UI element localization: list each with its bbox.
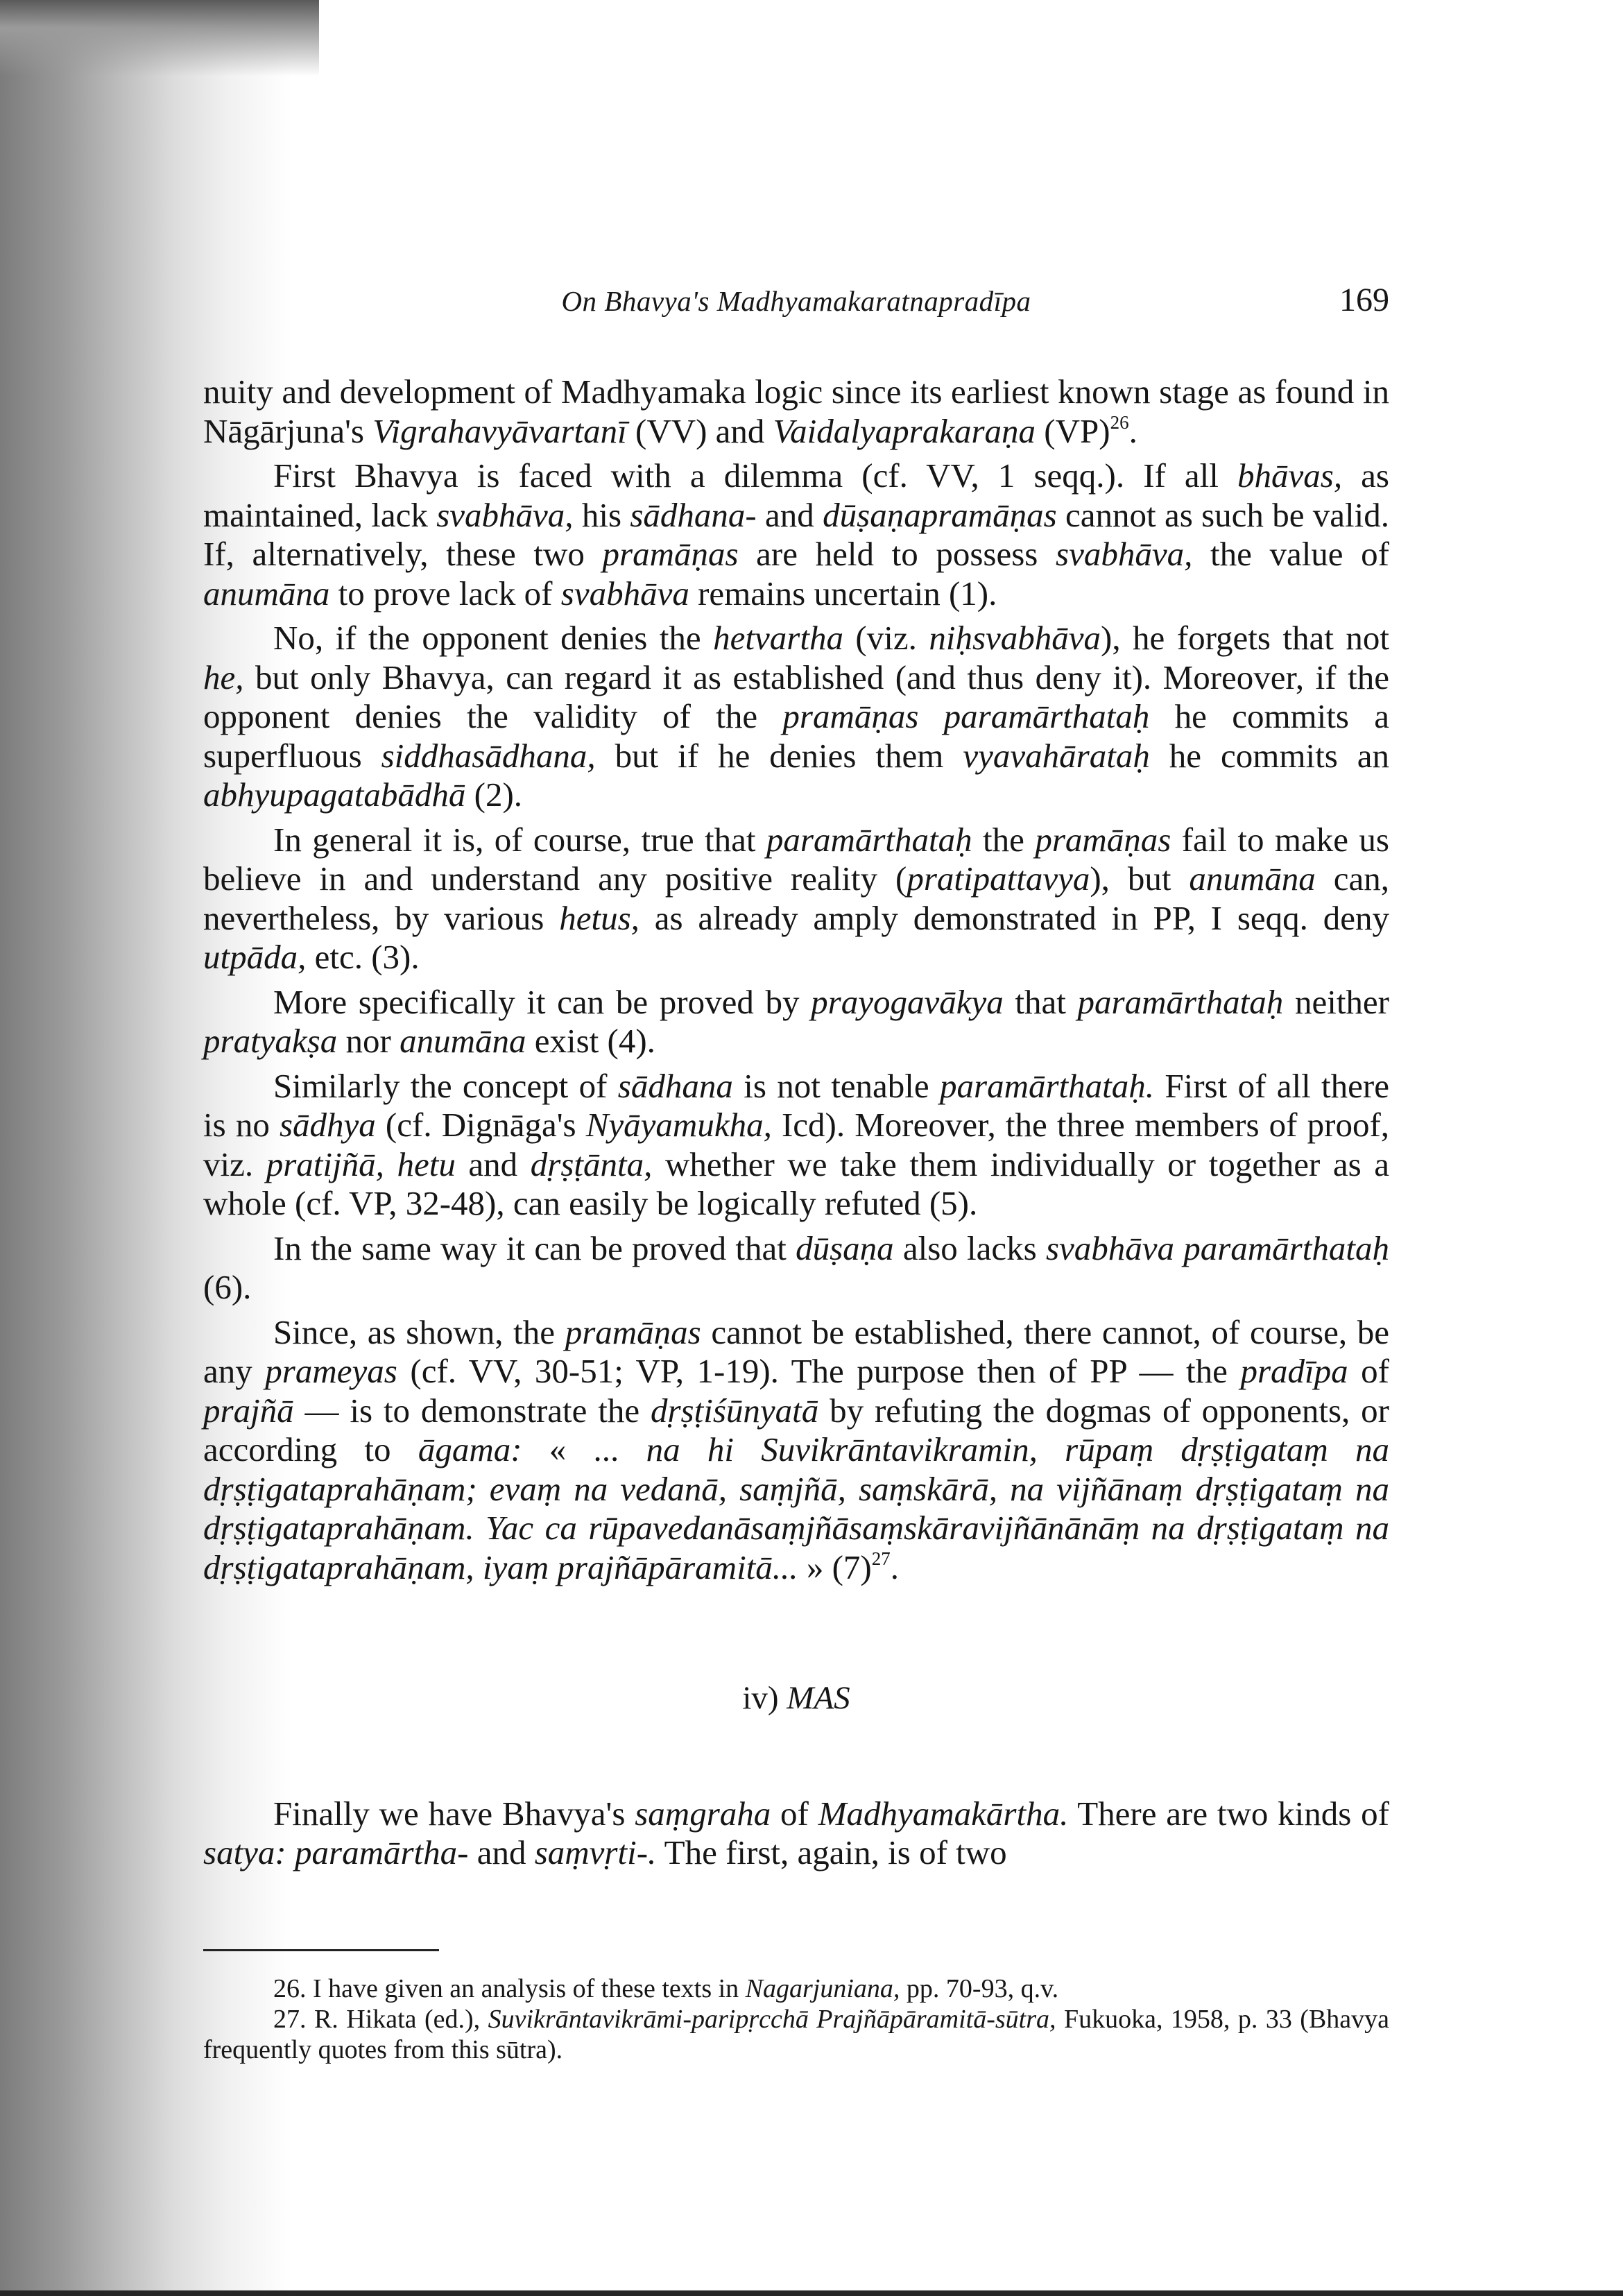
- text-run: (cf. Dignāga's: [375, 1106, 586, 1144]
- text-run: .: [890, 1548, 899, 1586]
- italic-run: dūṣaṇa: [796, 1228, 894, 1267]
- italic-run: Suvikrāntavikrāmi-paripṛcchā Prajñāpāramitā-sūtra,: [488, 2004, 1056, 2034]
- text-run: pp. 70-93, q.v.: [900, 1973, 1059, 2003]
- paragraph-5: [203, 983, 1389, 1061]
- text-run: First of all there is no: [203, 1066, 1389, 1144]
- text-run: as maintained, lack: [203, 456, 1389, 534]
- text-run: neither: [1283, 982, 1389, 1021]
- italic-run: niḥsvabhāva: [929, 619, 1101, 657]
- italic-run: prameyas: [265, 1352, 397, 1390]
- text-run: Icd). Moreover, the three members of proof, viz.: [203, 1106, 1390, 1183]
- text-run: and: [756, 495, 823, 534]
- italic-run: pramāṇas paramārthataḥ: [782, 697, 1150, 735]
- text-run: In the same way it can be proved that: [273, 1228, 796, 1267]
- paragraph-9: [203, 1794, 1389, 1873]
- text-run: of: [1348, 1352, 1389, 1390]
- text-run: Fukuoka, 1958, p. 33 (Bhavya frequently quotes from this sūtra).: [203, 2004, 1390, 2064]
- paragraph-1: [203, 372, 1389, 451]
- paragraph-6: [203, 1067, 1389, 1224]
- italic-run: hetus,: [559, 898, 639, 937]
- italic-run: svabhāva: [560, 574, 689, 612]
- text-run: No, if the opponent denies the: [273, 619, 714, 657]
- italic-run: pratyakṣa: [203, 1022, 338, 1060]
- text-run: he commits an: [1149, 736, 1389, 775]
- text-run: ), he forgets that not: [1101, 619, 1389, 657]
- italic-run: sādhana-: [630, 495, 757, 534]
- italic-run: dṛṣṭiśūnyatā: [650, 1391, 819, 1430]
- text-run: The first, again, is of two: [656, 1833, 1007, 1871]
- italic-run: āgama:: [418, 1430, 522, 1468]
- footnote-ref-26[interactable]: 26: [1110, 411, 1129, 433]
- section-title: MAS: [787, 1680, 850, 1716]
- text-run: — is to demonstrate the: [293, 1391, 651, 1430]
- text-run: (2).: [465, 776, 523, 814]
- text-run: etc. (3).: [306, 938, 420, 976]
- text-run: and: [468, 1833, 535, 1871]
- text-run: but only Bhavya, can regard it as established (and thus deny it). Moreover, if the opponent denies the validity of the: [203, 658, 1389, 735]
- italic-run: anumāna: [203, 574, 330, 612]
- text-run: Since, as shown, the: [273, 1312, 565, 1351]
- italic-run: pradīpa: [1240, 1352, 1348, 1390]
- footnote-divider: [203, 1949, 439, 1951]
- italic-run: pratijñā, hetu: [266, 1145, 456, 1183]
- italic-run: Vaidalyaprakaraṇa: [773, 411, 1036, 450]
- page-number: 169: [1339, 282, 1389, 318]
- text-run: (VV) and: [626, 411, 773, 450]
- text-run: whether we take them individually or together as a whole (cf. VP, 32-48), can easily be logically refuted (5).: [203, 1145, 1390, 1222]
- text-run: (VP): [1036, 411, 1110, 450]
- italic-run: dṛṣṭānta,: [530, 1145, 653, 1183]
- text-run: as already amply demonstrated in PP, I seqq. deny: [639, 898, 1389, 937]
- scan-bottom-edge: [0, 2290, 1623, 2296]
- text-run: Finally we have Bhavya's: [273, 1794, 635, 1833]
- text-run: 26. I have given an analysis of these texts in: [273, 1973, 746, 2003]
- italic-run: svabhāva,: [436, 495, 574, 534]
- text-run: More specifically it can be proved by: [273, 982, 812, 1021]
- text-run: by refuting the dogmas of opponents, or according to: [203, 1391, 1389, 1468]
- text-run: nuity and development of Madhyamaka logic since its earliest known stage as found in Nāgārjuna's: [203, 372, 1389, 450]
- footnote-ref-27[interactable]: 27: [871, 1548, 891, 1569]
- text-run: « ...: [522, 1430, 646, 1468]
- italic-run: satya:: [203, 1833, 286, 1871]
- paragraph-3: [203, 619, 1389, 815]
- italic-run: svabhāva paramārthataḥ: [1045, 1228, 1389, 1267]
- text-run: are held to possess: [738, 535, 1056, 573]
- italic-run: Nagarjuniana,: [745, 1973, 900, 2003]
- italic-run: paramārtha-: [295, 1833, 469, 1871]
- body-text: [203, 372, 1389, 1873]
- text-run: and: [455, 1145, 531, 1183]
- italic-run: abhyupagatabādhā: [203, 776, 466, 814]
- text-run: 27. R. Hikata (ed.),: [273, 2004, 488, 2034]
- italic-run: pramāṇas: [1035, 820, 1171, 859]
- text-run: exist (4).: [526, 1022, 655, 1060]
- section-heading: [203, 1679, 1389, 1718]
- italic-run: prajñā: [203, 1391, 294, 1430]
- italic-run: paramārthataḥ.: [940, 1066, 1155, 1105]
- italic-run: siddhasādhana,: [381, 736, 596, 775]
- text-run: fail to make us believe in and understand any positive reality (: [203, 820, 1389, 898]
- text-run: cannot as such be valid. If, alternatively, these two: [203, 495, 1390, 573]
- italic-run: utpāda,: [203, 938, 307, 976]
- text-run: (cf. VV, 30-51; VP, 1-19). The purpose then of PP — the: [397, 1352, 1241, 1390]
- italic-run: paramārthataḥ: [1077, 982, 1284, 1021]
- italic-run: paramārthataḥ: [766, 820, 972, 859]
- text-run: .: [1128, 411, 1137, 450]
- italic-run: Vigrahavyāvartanī: [372, 411, 627, 450]
- text-run: the: [972, 820, 1036, 859]
- text-run: nor: [337, 1022, 400, 1060]
- scan-corner-shadow: [0, 0, 319, 76]
- text-run: First Bhavya is faced with a dilemma (cf. VV, 1 seqq.). If all: [273, 456, 1237, 495]
- italic-run: pramāṇas: [602, 535, 739, 573]
- text-run: the value of: [1192, 535, 1389, 573]
- text-run: ), but: [1090, 859, 1190, 898]
- italic-run: sādhya: [279, 1106, 376, 1144]
- italic-run: dūṣaṇapramāṇas: [823, 495, 1057, 534]
- text-run: [286, 1833, 295, 1871]
- italic-run: Madhyamakārtha.: [818, 1794, 1069, 1833]
- running-head: [203, 274, 1389, 336]
- italic-run: vyavahārataḥ: [963, 736, 1150, 775]
- text-run: of: [771, 1794, 818, 1833]
- text-run: remains uncertain (1).: [689, 574, 997, 612]
- italic-run: bhāvas,: [1237, 456, 1343, 495]
- quotation-italic: na hi Suvikrāntavikramin, rūpaṃ dṛṣṭigataṃ na dṛṣṭigataprahāṇam; evaṃ na vedanā, saṃjñā, saṃskārā, na vijñānaṃ dṛṣṭigataṃ na dṛṣṭigataprahāṇam. Yac ca rūpavedanāsaṃjñāsaṃskāravijñānānāṃ na dṛṣṭigataṃ na dṛṣṭigataprahāṇam, iyaṃ prajñāpāramitā...: [203, 1430, 1390, 1586]
- italic-run: prayogavākya: [811, 982, 1004, 1021]
- italic-run: sādhana: [617, 1066, 733, 1105]
- text-run: he commits a superfluous: [203, 697, 1389, 775]
- italic-run: svabhāva,: [1056, 535, 1193, 573]
- text-run: can, nevertheless, by various: [203, 859, 1390, 937]
- paragraph-2: [203, 456, 1389, 613]
- paragraph-7: [203, 1229, 1389, 1308]
- paragraph-4: [203, 821, 1389, 977]
- text-run: » (7): [798, 1548, 872, 1586]
- italic-run: pratipattavya: [907, 859, 1090, 898]
- italic-run: he,: [203, 658, 244, 696]
- text-run: his: [573, 495, 630, 534]
- text-run: (6).: [203, 1268, 252, 1306]
- text-run: In general it is, of course, true that: [273, 820, 766, 859]
- text-run: is not tenable: [732, 1066, 941, 1105]
- footnotes: [203, 1973, 1389, 2065]
- italic-run: pramāṇas: [565, 1312, 701, 1351]
- footnote-26: [203, 1973, 1389, 2004]
- text-run: to prove lack of: [329, 574, 561, 612]
- text-run: also lacks: [893, 1228, 1046, 1267]
- italic-run: hetvartha: [713, 619, 843, 657]
- footnote-27: [203, 2004, 1389, 2065]
- text-run: There are two kinds of: [1068, 1794, 1389, 1833]
- text-run: (viz.: [843, 619, 929, 657]
- section-number: iv): [742, 1680, 779, 1716]
- text-run: but if he denies them: [595, 736, 963, 775]
- text-run: cannot be established, there cannot, of course, be any: [203, 1312, 1389, 1390]
- italic-run: Nyāyamukha,: [585, 1106, 772, 1144]
- italic-run: saṃgraha: [635, 1794, 771, 1833]
- italic-run: anumāna: [1189, 859, 1316, 898]
- paragraph-8: [203, 1313, 1389, 1588]
- italic-run: saṃvṛti-.: [534, 1833, 657, 1871]
- running-title: On Bhavya's Madhyamakaratnapradīpa: [561, 285, 1031, 317]
- text-run: that: [1003, 982, 1078, 1021]
- text-run: Similarly the concept of: [273, 1066, 618, 1105]
- italic-run: anumāna: [400, 1022, 526, 1060]
- page-content: [203, 274, 1389, 2065]
